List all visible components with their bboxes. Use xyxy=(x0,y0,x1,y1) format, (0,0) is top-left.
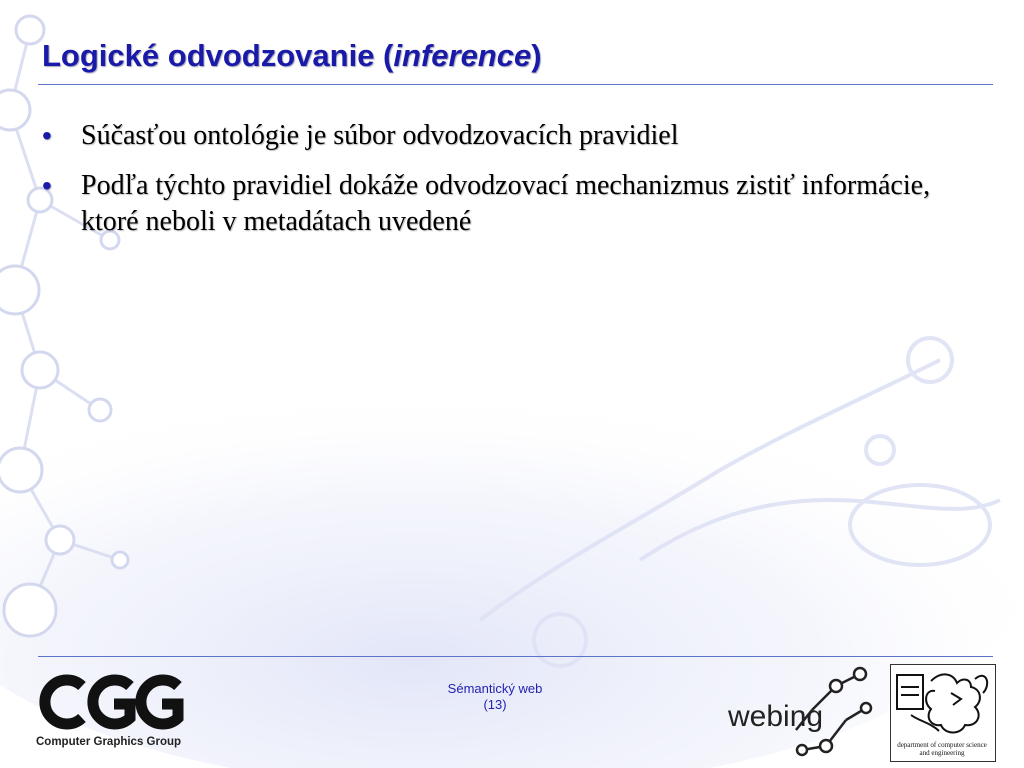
bullet-marker: • xyxy=(42,120,52,151)
title-divider xyxy=(38,84,993,85)
bullet-text: Súčasťou ontológie je súbor odvodzovacích pravidiel xyxy=(81,120,679,151)
title-italic-term: inference xyxy=(393,38,532,73)
bullet-text: Podľa týchto pravidiel dokáže odvodzovací mechanizmus zistiť informácie, ktoré neboli v metadátach uvedené xyxy=(81,170,931,237)
webing-logo-text: webing xyxy=(728,700,824,733)
title-end: ) xyxy=(531,38,542,73)
page-number: (13) xyxy=(483,697,507,712)
lion-crest-icon xyxy=(891,665,995,741)
group-name: Computer Graphics Group xyxy=(36,736,182,748)
footer-course-info xyxy=(400,681,590,713)
webing-logo xyxy=(726,660,876,758)
cgg-logo xyxy=(38,674,188,730)
bullet-list xyxy=(40,118,980,254)
bullet-item xyxy=(40,118,980,154)
bullet-marker: • xyxy=(42,170,52,201)
title-main: Logické odvodzovanie ( xyxy=(42,38,394,73)
footer-divider xyxy=(38,656,993,657)
slide-title xyxy=(42,38,542,74)
bullet-item xyxy=(40,168,980,240)
course-name: Sémantický web xyxy=(447,681,543,696)
department-name: department of computer science and engineering xyxy=(897,741,987,757)
